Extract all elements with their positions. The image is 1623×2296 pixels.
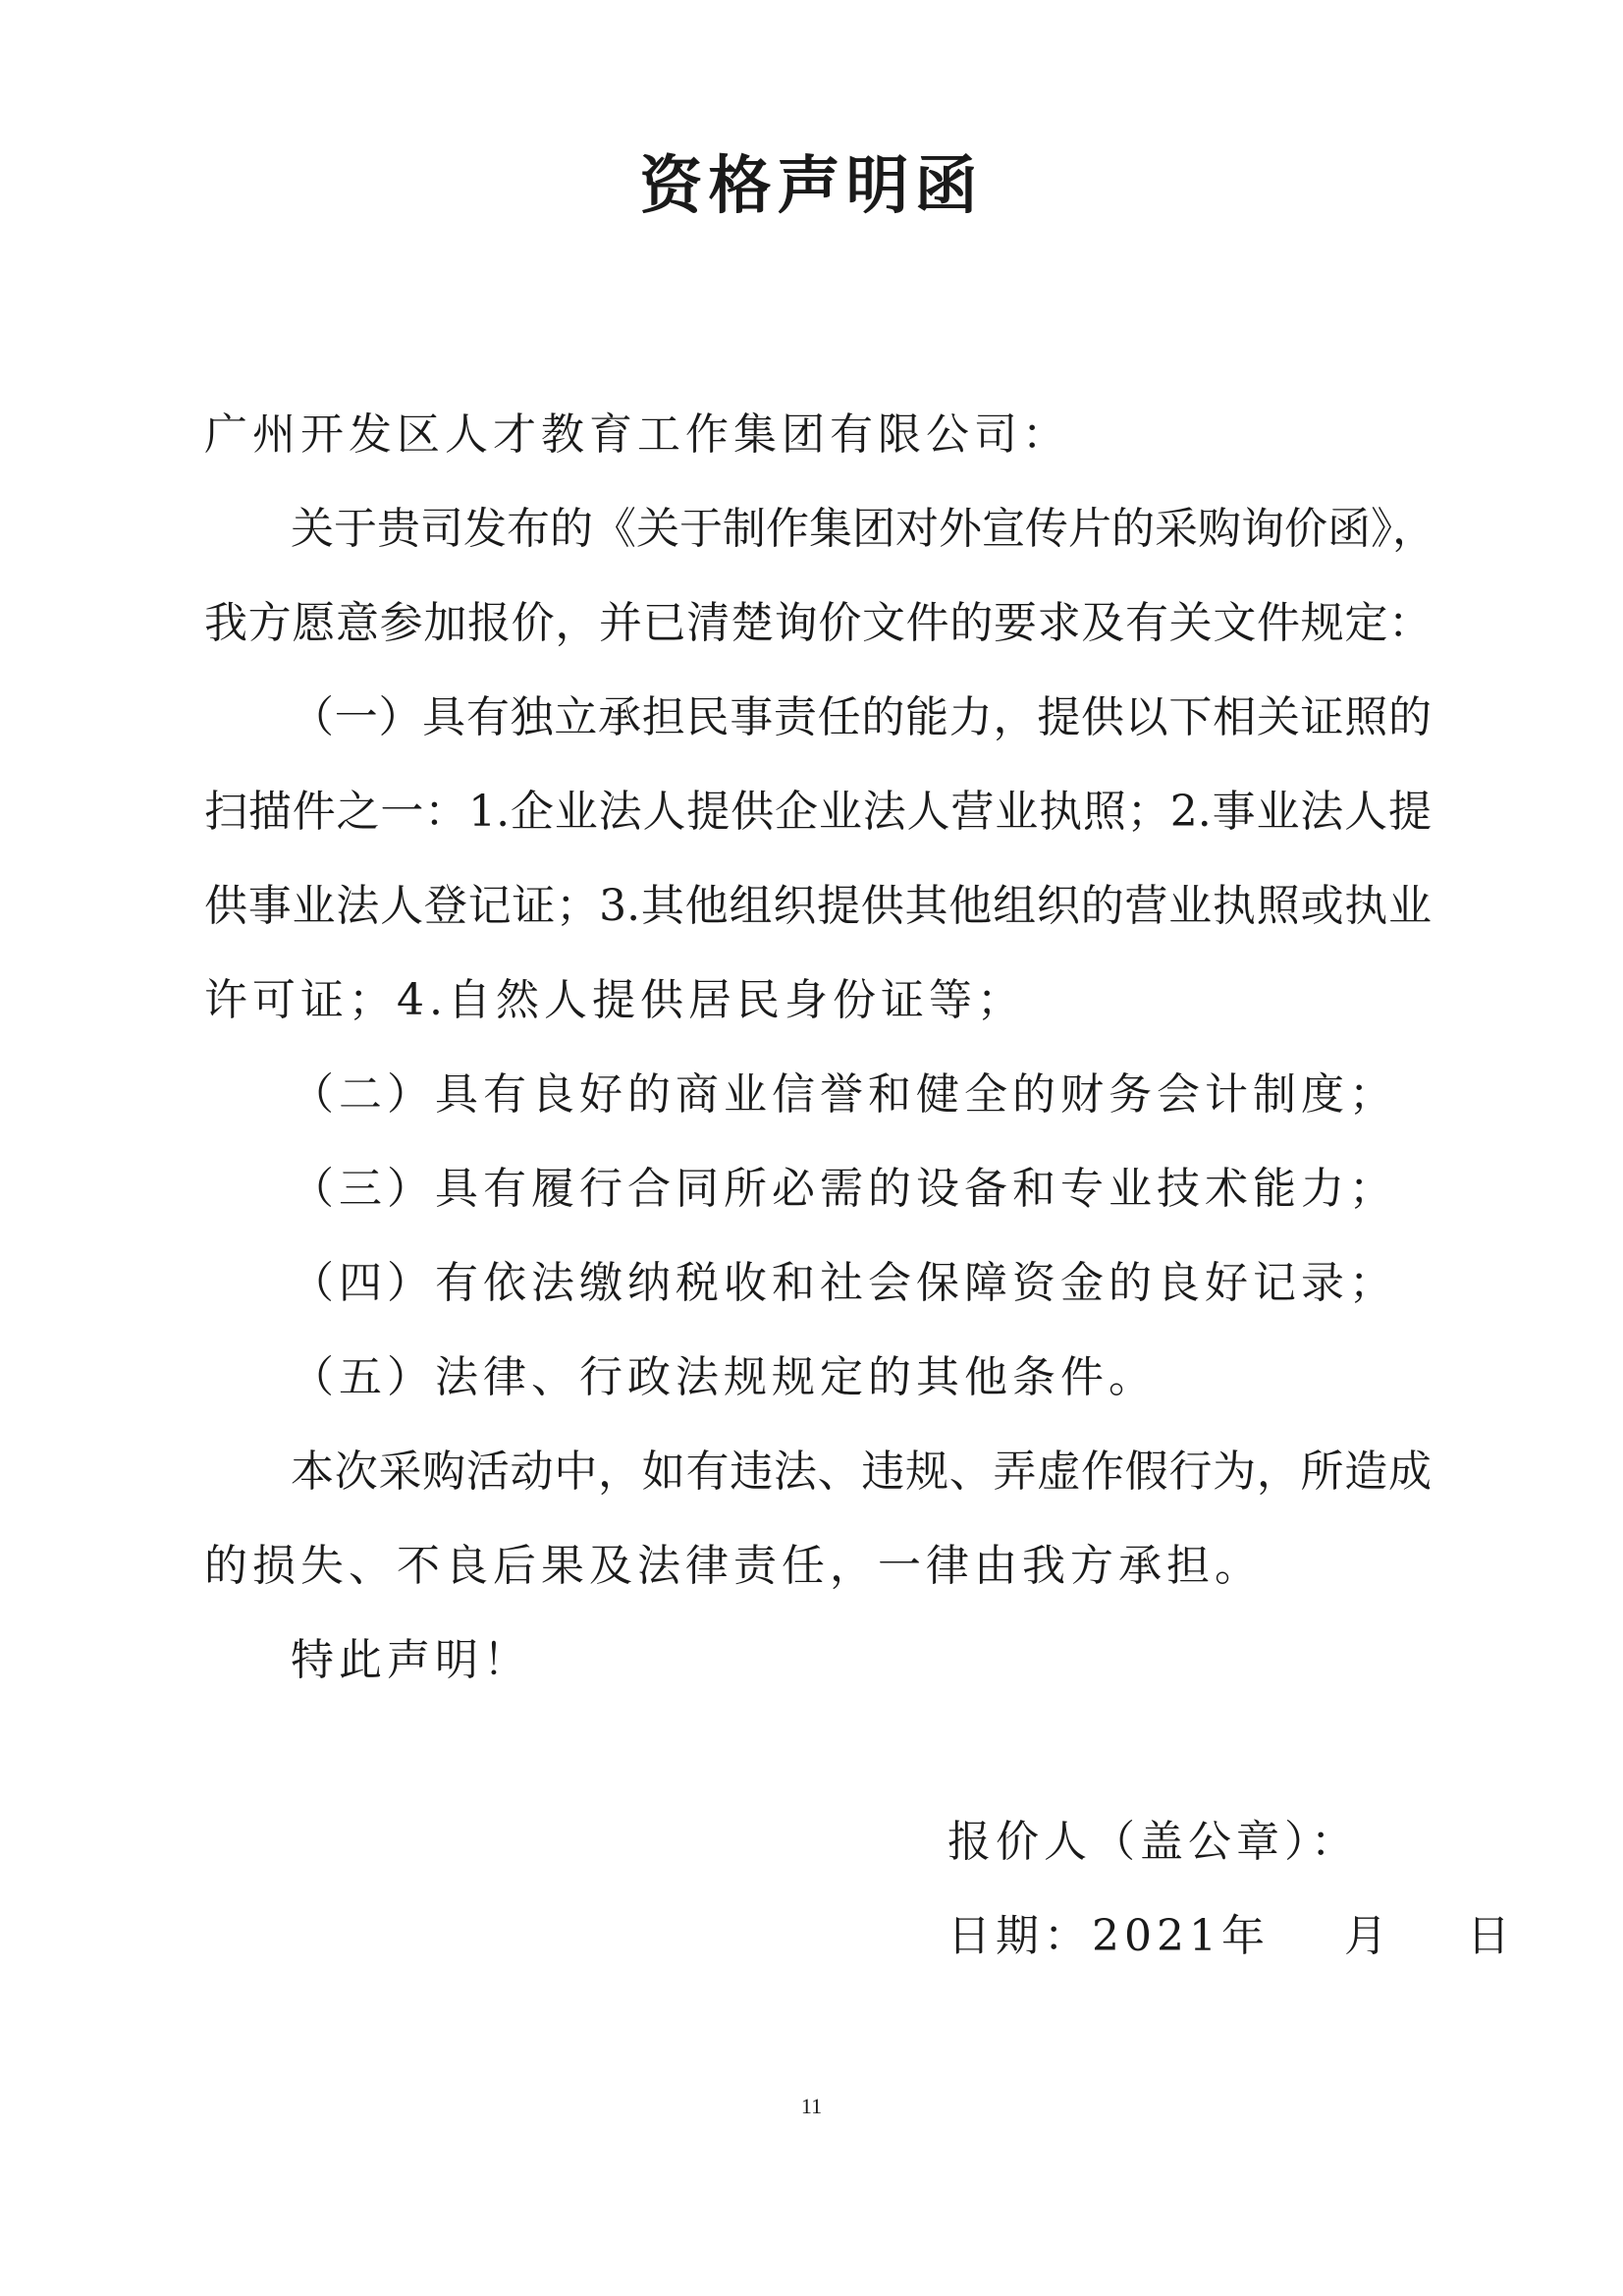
item-1-line-2: 扫描件之一：1.企业法人提供企业法人营业执照；2.事业法人提 [204,787,1432,837]
document-body [204,388,1435,1708]
item-1-line-1: （一）具有独立承担民事责任的能力，提供以下相关证照的 [291,692,1432,742]
liability-paragraph-line-2: 的损失、不良后果及法律责任，一律由我方承担。 [204,1541,1263,1591]
item-1-line-4: 许可证；4.自然人提供居民身份证等； [204,975,1025,1025]
item-1-line-3: 供事业法人登记证；3.其他组织提供其他组织的营业执照或执业 [204,881,1432,931]
date-line [947,1889,1515,1984]
document-title: 资格声明函 [639,149,984,223]
date-year-label: 日期：2021年 [947,1911,1270,1961]
date-day-label: 日 [1466,1911,1515,1961]
intro-paragraph-line-2: 我方愿意参加报价，并已清楚询价文件的要求及有关文件规定： [204,598,1432,648]
closing-statement: 特此声明！ [291,1635,531,1685]
page-number: 11 [800,2094,823,2118]
item-5: （五）法律、行政法规规定的其他条件。 [291,1352,1157,1402]
item-3: （三）具有履行合同所必需的设备和专业技术能力； [291,1164,1397,1214]
liability-paragraph-line-1: 本次采购活动中，如有违法、违规、弄虚作假行为，所造成 [291,1447,1432,1497]
addressee: 广州开发区人才教育工作集团有限公司： [204,410,1070,460]
signature-block [947,1795,1515,1984]
item-4: （四）有依法缴纳税收和社会保障资金的良好记录； [291,1258,1397,1308]
intro-paragraph-line-1: 关于贵司发布的《关于制作集团对外宣传片的采购询价函》， [291,504,1435,554]
date-month-label: 月 [1343,1911,1392,1961]
item-2: （二）具有良好的商业信誉和健全的财务会计制度； [291,1069,1397,1120]
quoter-seal-label: 报价人（盖公章）： [947,1817,1359,1867]
